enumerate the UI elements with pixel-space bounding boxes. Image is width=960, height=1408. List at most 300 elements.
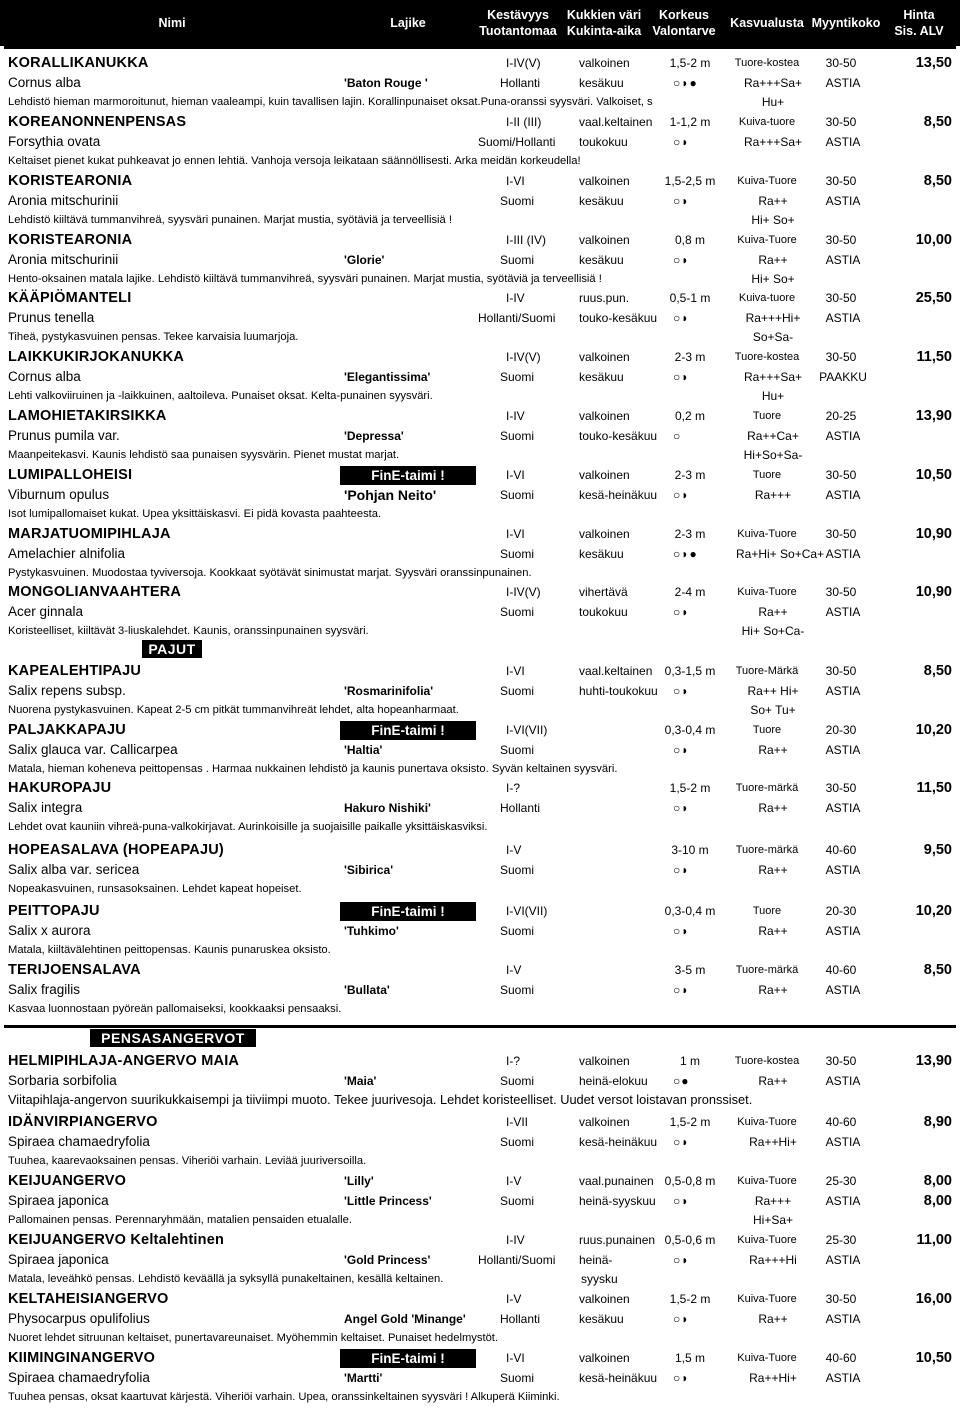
cultivar: 'Pohjan Neito' bbox=[344, 487, 437, 503]
soil-codes: Ra+++Sa+ bbox=[743, 76, 803, 90]
latin-name: Spiraea chamaedryfolia bbox=[8, 1134, 150, 1149]
fine-badge: FinE-taimi ! bbox=[340, 1349, 476, 1368]
col-tuotantomaa: Tuotantomaa bbox=[479, 24, 557, 38]
plant-detail-row bbox=[0, 1309, 960, 1329]
plant-description: Lehdistö hieman marmoroitunut, hieman vaaleampi, kuin tavallisen lajin. Korallinpunaiset oksat.Puna-oranssi syysväri. Valkoiset, s bbox=[8, 96, 653, 108]
latin-name: Viburnum opulus bbox=[8, 487, 110, 502]
plant-name: PALJAKKAPAJU bbox=[8, 722, 126, 738]
hardiness: I-VI(VII) bbox=[506, 904, 548, 918]
soil-type: Kuiva-Tuore bbox=[737, 175, 797, 187]
plant-desc-row bbox=[0, 701, 960, 719]
pack-type: ASTIA bbox=[825, 801, 861, 815]
latin-name: Forsythia ovata bbox=[8, 134, 101, 149]
soil-codes: Ra++Hi+ bbox=[749, 1371, 797, 1385]
soil-type: Kuiva-Tuore bbox=[737, 528, 797, 540]
price: 25,50 bbox=[915, 290, 952, 306]
soil-type: Tuore-märkä bbox=[735, 782, 799, 794]
plant-detail-row bbox=[0, 798, 960, 818]
price: 13,50 bbox=[915, 55, 952, 71]
col-myyntikoko: Myyntikoko bbox=[811, 16, 881, 30]
light-requirement-icon: ○◗ bbox=[673, 1194, 690, 1208]
plant-description: Lehdet ovat kauniin vihreä-puna-valkokirjavat. Aurinkoisille ja suojaisille paikalle yksittäiskasviksi. bbox=[8, 821, 488, 833]
bloom-time: kesäkuu bbox=[579, 370, 624, 384]
soil-codes: Ra++ bbox=[758, 605, 788, 619]
cultivar: 'Glorie' bbox=[344, 253, 385, 267]
pack-type: ASTIA bbox=[825, 253, 861, 267]
cultivar: Angel Gold 'Minange' bbox=[344, 1312, 466, 1326]
soil-type: Kuiva-tuore bbox=[738, 116, 796, 128]
extra-codes: Hi+ So+Ca- bbox=[736, 622, 810, 640]
flower-color: valkoinen bbox=[579, 174, 630, 188]
price: 10,20 bbox=[915, 903, 952, 919]
cultivar-top: 'Lilly' bbox=[344, 1174, 374, 1188]
price: 8,50 bbox=[923, 173, 952, 189]
light-requirement-icon: ○◗ bbox=[673, 983, 690, 997]
soil-codes: Ra+Hi+ So+Ca+ bbox=[736, 547, 825, 561]
plant-detail-row bbox=[0, 681, 960, 701]
plant-name: KAPEALEHTIPAJU bbox=[8, 663, 142, 679]
height: 0,3-0,4 m bbox=[664, 904, 716, 918]
production-country: Suomi bbox=[500, 370, 535, 384]
price: 13,90 bbox=[915, 408, 952, 424]
plant-desc-row bbox=[0, 1388, 960, 1406]
plant-main-row bbox=[0, 1348, 960, 1368]
plant-description: Tuuhea, kaarevaoksainen pensas. Viheriöi varhain. Leviää juuriversoilla. bbox=[8, 1155, 367, 1167]
plant-detail-row bbox=[0, 1132, 960, 1152]
hardiness: I-VI bbox=[506, 468, 525, 482]
bloom-time: heinä- bbox=[579, 1253, 613, 1267]
pack-type: ASTIA bbox=[825, 684, 861, 698]
latin-name: Prunus tenella bbox=[8, 310, 95, 325]
plant-detail-row bbox=[0, 250, 960, 270]
sale-size: 30-50 bbox=[825, 585, 857, 599]
soil-codes: Ra+++Hi+ bbox=[745, 311, 801, 325]
light-requirement-icon: ○◗ bbox=[673, 684, 690, 698]
hardiness: I-V bbox=[506, 1174, 522, 1188]
production-country: Suomi bbox=[500, 743, 535, 757]
col-nimi: Nimi bbox=[158, 16, 186, 30]
plant-main-row bbox=[0, 406, 960, 426]
plant-detail-row bbox=[0, 73, 960, 93]
pack-type: ASTIA bbox=[825, 76, 861, 90]
plant-description: Pallomainen pensas. Perennaryhmään, matalien pensaiden etualalle. bbox=[8, 1214, 352, 1226]
pack-type: ASTIA bbox=[825, 311, 861, 325]
light-requirement-icon: ○◗ bbox=[673, 1371, 690, 1385]
plant-desc-row bbox=[0, 93, 960, 111]
section-pensasangervot: PENSASANGERVOT bbox=[90, 1029, 256, 1047]
pack-type: ASTIA bbox=[825, 743, 861, 757]
plant-name: HOPEASALAVA (HOPEAPAJU) bbox=[8, 842, 224, 858]
hardiness: I-VI(VII) bbox=[506, 723, 548, 737]
cultivar: Hakuro Nishiki' bbox=[344, 801, 431, 815]
plant-detail-row bbox=[0, 132, 960, 152]
cultivar: 'Gold Princess' bbox=[344, 1253, 431, 1267]
soil-codes: Ra++ bbox=[758, 253, 788, 267]
light-requirement-icon: ○◗ bbox=[673, 194, 690, 208]
price: 10,20 bbox=[915, 722, 952, 738]
extra-codes: Hi+So+Sa- bbox=[736, 446, 810, 464]
bloom-time: heinä-elokuu bbox=[579, 1074, 648, 1088]
plant-description: Lehti valkoviiruinen ja -laikkuinen, aaltoileva. Punaiset oksat. Kelta-punainen syysväri. bbox=[8, 390, 433, 402]
price: 10,00 bbox=[915, 232, 952, 248]
extra-codes: Hu+ bbox=[736, 93, 810, 111]
plant-name: KEIJUANGERVO bbox=[8, 1173, 127, 1189]
sale-size: 30-50 bbox=[825, 350, 857, 364]
bloom-time: kesäkuu bbox=[579, 547, 624, 561]
hardiness: I-II (III) bbox=[506, 115, 542, 129]
light-requirement-icon: ○◗ bbox=[673, 253, 690, 267]
plant-description: Nuoret lehdet sitruunan keltaiset, punertavareunaiset. Myöhemmin keltaiset. Punaiset hedelmystöt. bbox=[8, 1332, 499, 1344]
flower-color: valkoinen bbox=[579, 468, 630, 482]
price: 13,90 bbox=[915, 1053, 952, 1069]
hardiness: I-IV bbox=[506, 291, 525, 305]
soil-codes: Ra+++Hi bbox=[749, 1253, 797, 1267]
bloom-time: kesä-heinäkuu bbox=[579, 1135, 658, 1149]
col-lajike: Lajike bbox=[390, 16, 426, 30]
plant-description: Matala, leveähkö pensas. Lehdistö keväällä ja syksyllä punakeltainen, kesällä keltainen. bbox=[8, 1273, 444, 1285]
plant-desc-row bbox=[0, 328, 960, 346]
bloom-time: kesäkuu bbox=[579, 194, 624, 208]
plant-name: LUMIPALLOHEISI bbox=[8, 467, 133, 483]
plant-detail-row bbox=[0, 1191, 960, 1211]
plant-desc-row bbox=[0, 505, 960, 523]
plant-desc-row bbox=[0, 446, 960, 464]
hardiness: I-VII bbox=[506, 1115, 529, 1129]
cultivar: 'Haltia' bbox=[344, 743, 383, 757]
production-country: Suomi bbox=[500, 1194, 535, 1208]
plant-main-row bbox=[0, 230, 960, 250]
plant-description: Lehdistö kiiltävä tummanvihreä, syysväri punainen. Marjat mustia, syötäviä ja terveellisiä ! bbox=[8, 214, 452, 226]
light-requirement-icon: ○◗● bbox=[673, 547, 698, 561]
pack-type: ASTIA bbox=[825, 863, 861, 877]
sale-size: 30-50 bbox=[825, 233, 857, 247]
soil-type: Tuore-kostea bbox=[734, 57, 800, 69]
pack-type: ASTIA bbox=[825, 605, 861, 619]
plant-name: PEITTOPAJU bbox=[8, 903, 100, 919]
production-country: Suomi bbox=[500, 547, 535, 561]
cultivar: 'Sibirica' bbox=[344, 863, 394, 877]
plant-main-row bbox=[0, 1289, 960, 1309]
light-requirement-icon: ○◗ bbox=[673, 1135, 690, 1149]
plant-desc-row bbox=[0, 1329, 960, 1347]
soil-codes: Ra++ bbox=[758, 863, 788, 877]
cultivar: 'Baton Rouge ' bbox=[344, 76, 428, 90]
col-kukinta-aika: Kukinta-aika bbox=[566, 24, 642, 38]
plant-main-row bbox=[0, 288, 960, 308]
production-country: Suomi bbox=[500, 1371, 535, 1385]
extra-codes: Hu+ bbox=[736, 387, 810, 405]
height: 2-3 m bbox=[674, 527, 706, 541]
pack-type: ASTIA bbox=[825, 1074, 861, 1088]
plant-description: Keltaiset pienet kukat puhkeavat jo ennen lehtiä. Vanhoja versoja leikataan säännöllisesti. Arka meidän korkeudella! bbox=[8, 155, 581, 167]
plant-detail-row bbox=[0, 191, 960, 211]
bloom-time: toukokuu bbox=[579, 605, 628, 619]
latin-name: Prunus pumila var. bbox=[8, 428, 120, 443]
plant-detail-row bbox=[0, 980, 960, 1000]
pack-type: ASTIA bbox=[825, 924, 861, 938]
production-country: Suomi bbox=[500, 1135, 535, 1149]
bloom-time-cont: syysku bbox=[581, 1272, 618, 1286]
height: 1,5-2 m bbox=[669, 1292, 711, 1306]
height: 1,5-2 m bbox=[669, 1115, 711, 1129]
light-requirement-icon: ○◗● bbox=[673, 76, 698, 90]
col-hinta: Hinta bbox=[903, 8, 935, 22]
fine-badge: FinE-taimi ! bbox=[340, 721, 476, 740]
plant-main-row bbox=[0, 901, 960, 921]
latin-name: Aronia mitschurinii bbox=[8, 252, 119, 267]
height: 1,5-2 m bbox=[669, 781, 711, 795]
height: 0,5-0,6 m bbox=[664, 1233, 716, 1247]
plant-detail-row bbox=[0, 485, 960, 505]
plant-name: KOREANONNENPENSAS bbox=[8, 114, 187, 130]
hardiness: I-V bbox=[506, 843, 522, 857]
sale-size: 30-50 bbox=[825, 1292, 857, 1306]
pack-type: ASTIA bbox=[825, 547, 861, 561]
table-header bbox=[0, 0, 960, 46]
soil-codes: Ra+++Sa+ bbox=[743, 370, 803, 384]
pack-type: ASTIA bbox=[825, 1135, 861, 1149]
pack-type: ASTIA bbox=[825, 1194, 861, 1208]
sale-size: 40-60 bbox=[825, 843, 857, 857]
sale-size: 25-30 bbox=[825, 1233, 857, 1247]
plant-desc-row bbox=[0, 564, 960, 582]
flower-color: valkoinen bbox=[579, 409, 630, 423]
price: 11,50 bbox=[916, 780, 952, 796]
cultivar: 'Bullata' bbox=[344, 983, 390, 997]
production-country: Suomi bbox=[500, 863, 535, 877]
hardiness: I-? bbox=[506, 781, 521, 795]
plant-main-row bbox=[0, 778, 960, 798]
sale-size: 30-50 bbox=[825, 527, 857, 541]
plant-main-row bbox=[0, 1230, 960, 1250]
sale-size: 30-50 bbox=[825, 664, 857, 678]
price: 9,50 bbox=[923, 842, 952, 858]
height: 1,5-2,5 m bbox=[664, 174, 716, 188]
plant-main-row bbox=[0, 582, 960, 602]
latin-name: Salix glauca var. Callicarpea bbox=[8, 742, 178, 757]
plant-name: KIIMINGINANGERVO bbox=[8, 1350, 156, 1366]
production-country: Suomi bbox=[500, 605, 535, 619]
soil-codes: Ra+++Sa+ bbox=[743, 135, 803, 149]
sale-size: 30-50 bbox=[825, 781, 857, 795]
extra-codes: Hi+ So+ bbox=[736, 270, 810, 288]
pack-type: ASTIA bbox=[825, 1371, 861, 1385]
col-kasvualusta: Kasvualusta bbox=[730, 16, 804, 30]
price: 8,00 bbox=[923, 1173, 952, 1189]
price-alt: 8,00 bbox=[923, 1193, 952, 1209]
section-pajut: PAJUT bbox=[142, 640, 202, 658]
sale-size: 40-60 bbox=[825, 1351, 857, 1365]
latin-name: Spiraea chamaedryfolia bbox=[8, 1370, 150, 1385]
plant-desc-row bbox=[0, 1152, 960, 1170]
soil-type: Kuiva-Tuore bbox=[737, 586, 797, 598]
plant-name: KORISTEARONIA bbox=[8, 232, 133, 248]
flower-color: valkoinen bbox=[579, 1292, 630, 1306]
soil-type: Kuiva-Tuore bbox=[737, 1352, 797, 1364]
flower-color: ruus.pun. bbox=[579, 291, 630, 305]
height: 1,5 m bbox=[674, 1351, 705, 1365]
latin-name: Spiraea japonica bbox=[8, 1252, 109, 1267]
latin-name: Spiraea japonica bbox=[8, 1193, 109, 1208]
price: 10,50 bbox=[915, 1350, 952, 1366]
bloom-time: heinä-syyskuu bbox=[579, 1194, 656, 1208]
plant-name: HELMIPIHLAJA-ANGERVO MAIA bbox=[8, 1053, 240, 1069]
col-kukkien-vari: Kukkien väri bbox=[566, 8, 642, 22]
plant-desc-row bbox=[0, 152, 960, 170]
plant-main-row bbox=[0, 1051, 960, 1071]
plant-detail-row bbox=[0, 1071, 960, 1091]
price: 11,00 bbox=[916, 1232, 952, 1248]
bloom-time: huhti-toukokuu bbox=[579, 684, 658, 698]
sale-size: 30-50 bbox=[825, 56, 857, 70]
soil-codes: Ra++ bbox=[758, 1074, 788, 1088]
sale-size: 30-50 bbox=[825, 115, 857, 129]
plant-detail-row bbox=[0, 921, 960, 941]
flower-color: valkoinen bbox=[579, 1115, 630, 1129]
plant-description: Hento-oksainen matala lajike. Lehdistö kiiltävä tummanvihreä, syysväri punainen. Marjat mustia, syötäviä ja terveellisiä ! bbox=[8, 273, 602, 285]
plant-name: KÄÄPIÖMANTELI bbox=[8, 290, 132, 306]
production-country: Hollanti bbox=[500, 1312, 541, 1326]
plant-desc-row bbox=[0, 818, 960, 836]
plant-name: HAKUROPAJU bbox=[8, 780, 112, 796]
hardiness: I-V bbox=[506, 963, 522, 977]
flower-color: ruus.punainen bbox=[579, 1233, 656, 1247]
soil-codes: Ra+++ bbox=[754, 488, 792, 502]
soil-type: Kuiva-tuore bbox=[738, 292, 796, 304]
hardiness: I-VI bbox=[506, 664, 525, 678]
price: 8,50 bbox=[923, 663, 952, 679]
hardiness: I-VI bbox=[506, 174, 525, 188]
sale-size: 30-50 bbox=[825, 468, 857, 482]
latin-name: Sorbaria sorbifolia bbox=[8, 1073, 117, 1088]
production-country: Hollanti bbox=[500, 801, 541, 815]
bloom-time: kesä-heinäkuu bbox=[579, 488, 658, 502]
price: 10,90 bbox=[915, 526, 952, 542]
production-country: Suomi bbox=[500, 488, 535, 502]
plant-detail-row bbox=[0, 860, 960, 880]
plant-main-row bbox=[0, 960, 960, 980]
soil-codes: Ra++ bbox=[758, 924, 788, 938]
plant-detail-row bbox=[0, 1250, 960, 1270]
height: 0,2 m bbox=[674, 409, 705, 423]
sale-size: 30-50 bbox=[825, 174, 857, 188]
latin-name: Cornus alba bbox=[8, 75, 81, 90]
soil-type: Kuiva-Tuore bbox=[737, 1116, 797, 1128]
height: 2-3 m bbox=[674, 350, 706, 364]
plant-description: Tiheä, pystykasvuinen pensas. Tekee karvaisia luumarjoja. bbox=[8, 331, 299, 343]
soil-codes: Ra++ bbox=[758, 1312, 788, 1326]
plant-name: KEIJUANGERVO Keltalehtinen bbox=[8, 1232, 225, 1248]
soil-type: Kuiva-Tuore bbox=[737, 1175, 797, 1187]
production-country: Suomi/Hollanti bbox=[478, 135, 556, 149]
bloom-time: kesäkuu bbox=[579, 253, 624, 267]
cultivar: 'Depressa' bbox=[344, 429, 404, 443]
plant-desc-row bbox=[0, 760, 960, 778]
plant-desc-row bbox=[0, 941, 960, 959]
plant-description: Koristeelliset, kiiltävät 3-liuskalehdet. Kaunis, oranssinpunainen syysväri. bbox=[8, 625, 369, 637]
height: 3-10 m bbox=[671, 843, 709, 857]
light-requirement-icon: ○◗ bbox=[673, 135, 690, 149]
plant-detail-row bbox=[0, 544, 960, 564]
plant-main-row bbox=[0, 347, 960, 367]
plant-detail-row bbox=[0, 1368, 960, 1388]
light-requirement-icon: ○◗ bbox=[673, 743, 690, 757]
sale-size: 20-30 bbox=[825, 723, 857, 737]
light-requirement-icon: ○◗ bbox=[673, 370, 690, 384]
flower-color: valkoinen bbox=[579, 527, 630, 541]
light-requirement-icon: ○◗ bbox=[673, 311, 690, 325]
price: 10,50 bbox=[915, 467, 952, 483]
plant-desc-row bbox=[0, 211, 960, 229]
col-korkeus: Korkeus bbox=[658, 8, 710, 22]
soil-type: Kuiva-Tuore bbox=[737, 234, 797, 246]
flower-color: valkoinen bbox=[579, 1351, 630, 1365]
latin-name: Salix alba var. sericea bbox=[8, 862, 140, 877]
height: 0,3-1,5 m bbox=[664, 664, 716, 678]
latin-name: Salix fragilis bbox=[8, 982, 81, 997]
bloom-time: touko-kesäkuu bbox=[579, 311, 658, 325]
hardiness: I-IV(V) bbox=[506, 350, 541, 364]
plant-description: Isot lumipallomaiset kukat. Upea yksittäiskasvi. Ei pidä kovasta paahteesta. bbox=[8, 508, 382, 520]
light-requirement-icon: ○◗ bbox=[673, 1312, 690, 1326]
soil-type: Tuore-kostea bbox=[734, 1055, 800, 1067]
production-country: Suomi bbox=[500, 429, 535, 443]
price: 11,50 bbox=[916, 349, 952, 365]
price: 10,90 bbox=[915, 584, 952, 600]
col-valontarve: Valontarve bbox=[652, 24, 716, 38]
bloom-time: touko-kesäkuu bbox=[579, 429, 658, 443]
pack-type: PAAKKU bbox=[819, 370, 867, 384]
plant-detail-row bbox=[0, 308, 960, 328]
sale-size: 20-25 bbox=[825, 409, 857, 423]
height: 0,5-1 m bbox=[669, 291, 711, 305]
flower-color: valkoinen bbox=[579, 233, 630, 247]
production-country: Suomi bbox=[500, 924, 535, 938]
height: 3-5 m bbox=[674, 963, 706, 977]
production-country: Hollanti bbox=[500, 76, 541, 90]
latin-name: Salix x aurora bbox=[8, 923, 91, 938]
plant-main-row bbox=[0, 840, 960, 860]
soil-codes: Ra++ bbox=[758, 194, 788, 208]
latin-name: Amelachier alnifolia bbox=[8, 546, 126, 561]
hardiness: I-IV(V) bbox=[506, 585, 541, 599]
plant-desc-row bbox=[0, 1270, 960, 1288]
bloom-time: kesäkuu bbox=[579, 1312, 624, 1326]
soil-codes: Ra++ bbox=[758, 801, 788, 815]
light-requirement-icon: ○◗ bbox=[673, 924, 690, 938]
production-country: Suomi bbox=[500, 253, 535, 267]
plant-name: LAMOHIETAKIRSIKKA bbox=[8, 408, 167, 424]
cultivar: 'Tuhkimo' bbox=[344, 924, 399, 938]
plant-main-row bbox=[0, 524, 960, 544]
fine-badge: FinE-taimi ! bbox=[340, 466, 476, 485]
plant-main-row bbox=[0, 171, 960, 191]
flower-color: valkoinen bbox=[579, 1054, 630, 1068]
pack-type: ASTIA bbox=[825, 1253, 861, 1267]
plant-main-row bbox=[0, 661, 960, 681]
light-requirement-icon: ○◗ bbox=[673, 1253, 690, 1267]
flower-color: valkoinen bbox=[579, 56, 630, 70]
sale-size: 40-60 bbox=[825, 1115, 857, 1129]
soil-codes: Ra++ bbox=[758, 983, 788, 997]
extra-codes: So+Sa- bbox=[736, 328, 810, 346]
plant-description: Viitapihlaja-angervon suurikukkaisempi ja tiiviimpi muoto. Tekee juurivesoja. Lehdet koristeelliset. Uudet versot loistavan pronssiset. bbox=[8, 1092, 753, 1107]
hardiness: I-VI bbox=[506, 1351, 525, 1365]
plant-description: Matala, kiiltävälehtinen peittopensas. Kaunis punaruskea oksisto. bbox=[8, 944, 331, 956]
plant-description: Maanpeitekasvi. Kaunis lehdistö saa punaisen syysvärin. Pienet mustat marjat. bbox=[8, 449, 400, 461]
cultivar: 'Martti' bbox=[344, 1371, 383, 1385]
soil-type: Tuore-märkä bbox=[735, 964, 799, 976]
